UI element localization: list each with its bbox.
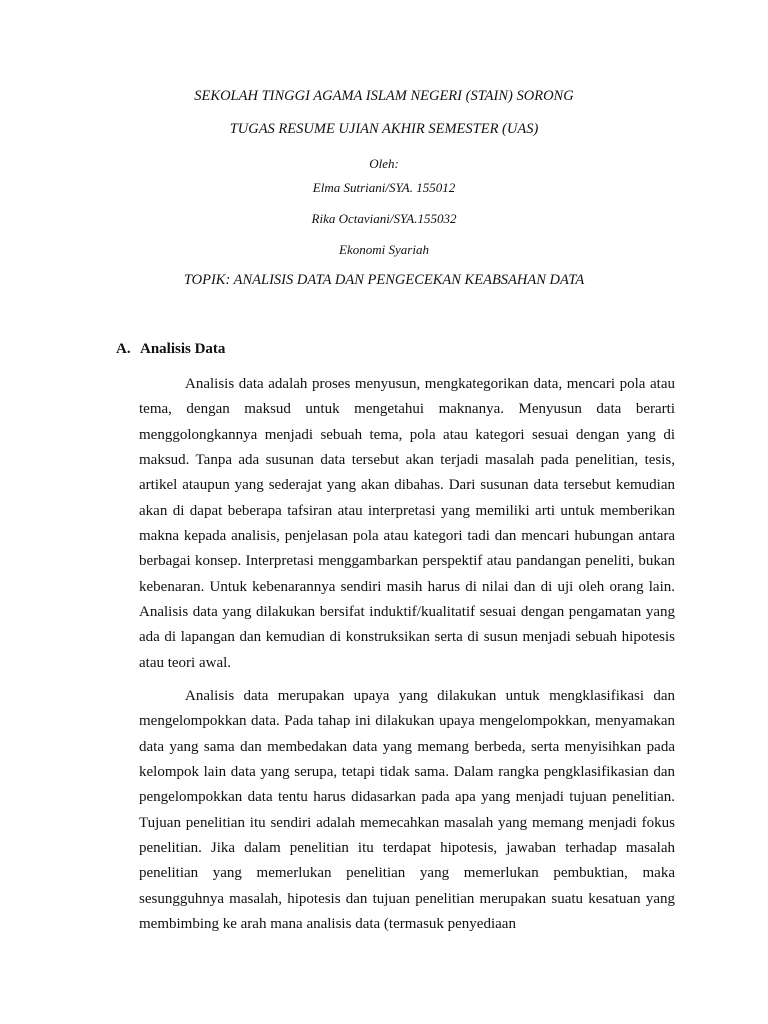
paragraph-2: Analisis data merupakan upaya yang dilakukan untuk mengklasifikasi dan mengelompokkan data. Pada tahap ini dilakukan upaya mengelompokkan, menyamakan data yang sama dan membedakan data yang memang berbeda, serta menyisihkan pada kelompok lain data yang serupa, tetapi tidak sama. Dalam rangka pengklasifikasian dan pengelompokkan data tentu harus didasarkan pada apa yang menjadi tujuan penelitian. Tujuan penelitian itu sendiri adalah memecahkan masalah yang memang menjadi fokus penelitian. Jika dalam penelitian itu terdapat hipotesis, jawaban terhadap masalah penelitian yang memerlukan penelitian yang memerlukan pembuktian, maka sesungguhnya masalah, hipotesis dan tujuan penelitian merupakan suatu kesatuan yang membimbing ke arah mana analisis data (termasuk penyediaan: [139, 688, 675, 933]
institution-title: SEKOLAH TINGGI AGAMA ISLAM NEGERI (STAIN) SORONG: [194, 88, 574, 104]
author-2: Rika Octaviani/SYA.155032: [311, 211, 457, 226]
study-program: Ekonomi Syariah: [339, 242, 429, 257]
section-heading: [116, 341, 225, 358]
assignment-title: TUGAS RESUME UJIAN AKHIR SEMESTER (UAS): [229, 121, 539, 137]
topic-title: TOPIK: ANALISIS DATA DAN PENGECEKAN KEABSAHAN DATA: [183, 272, 585, 288]
author-1: Elma Sutriani/SYA. 155012: [312, 180, 456, 195]
by-label: Oleh:: [369, 156, 399, 171]
paragraph-1: Analisis data adalah proses menyusun, mengkategorikan data, mencari pola atau tema, dengan maksud untuk mengetahui maknanya. Menyusun data berarti menggolongkannya menjadi sebuah tema, pola atau kategori sesuai dengan yang di maksud. Tanpa ada susunan data tersebut akan terjadi masalah pada penelitian, tesis, artikel ataupun yang sederajat yang akan dibahas. Dari susunan data tersebut kemudian akan di dapat beberapa tafsiran atau interpretasi yang memiliki arti untuk memberikan makna kepada analisis, penjelasan pola atau kategori tadi dan mencari hubungan antara berbagai konsep. Interpretasi menggambarkan perspektif atau pandangan peneliti, bukan kebenaran. Untuk kebenarannya sendiri masih harus di nilai dan di uji oleh orang lain. Analisis data yang dilakukan bersifat induktif/kualitatif sesuai dengan pengamatan yang ada di lapangan dan kemudian di konstruksikan serta di susun menjadi sebuah hipotesis atau teori awal.: [139, 376, 675, 671]
section-number: A.: [116, 341, 131, 357]
section-title: Analisis Data: [140, 341, 226, 357]
